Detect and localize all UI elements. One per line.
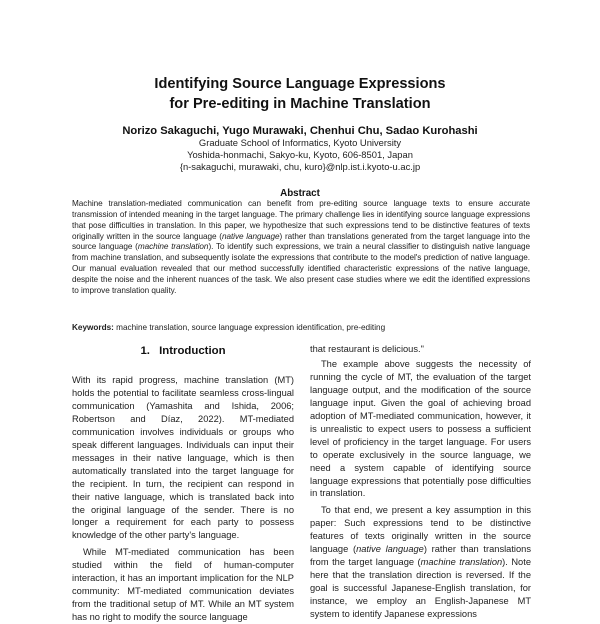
affiliation-institution: Graduate School of Informatics, Kyoto University <box>198 137 402 148</box>
title-line-2: for Pre-editing in Machine Translation <box>169 96 431 112</box>
paragraph-emphasis: machine translation <box>420 557 503 568</box>
section-heading-introduction: 1. Introduction <box>140 345 226 357</box>
abstract-heading: Abstract <box>280 188 320 199</box>
affiliation <box>0 137 600 174</box>
affiliation-emails: {n-sakaguchi, murawaki, chu, kuro}@nlp.ist.i.kyoto-u.ac.jp <box>179 161 421 173</box>
intro-paragraph-1: With its rapid progress, machine translation (MT) holds the potential to facilitate seamless cross-lingual communication (Yamashita and Ishida, 2006; Robertson and Díaz, 2022). MT-mediated communication involves individuals or groups who speak different languages. Individuals can input their messages in their native language, which is then automatically translated into the target language for the recipient. In turn, the recipient can respond in their native language, which is translated back into the original language of the sender. There is no longer a requirement for each party to possess knowledge of the other party's language. <box>72 375 294 541</box>
abstract-text <box>72 199 530 297</box>
keywords-label: Keywords: <box>72 323 114 332</box>
right-paragraph-1: The example above suggests the necessity of running the cycle of MT, the evaluation of the target language output, and the modification of the source language input. Given the goal of achieving broad adoption of MT-mediated communication, however, it is unrealistic to expect users to possess a sufficient level of proficiency in the target language. For users to operate exclusively in the source language, we need a system capable of identifying source language expressions that potentially pose difficulties in translation. <box>310 358 531 499</box>
title-line-1: Identifying Source Language Expressions <box>154 76 446 92</box>
right-column <box>310 343 531 621</box>
intro-paragraph-2: While MT-mediated communication has been studied within the field of human-computer interaction, it has an important implication for the NLP community: MT-mediated communication deviates from the traditional setup of MT. While an MT system has no right to modify the source language <box>72 547 294 623</box>
abstract-text-part: Machine translation-mediated communication can benefit from pre-editing source language texts to ensure accurate transmission of intended meaning in the target language. The primary challenge lies in identifying source language expressions that pose difficulties in translation. In this paper, we hypothesize that such expressions tend to be distinctive features of texts originally written in the source language ( <box>72 199 530 241</box>
keywords <box>72 322 530 333</box>
keywords-text: machine translation, source language expression identification, pre-editing <box>113 323 386 332</box>
right-paragraph-0: that restaurant is delicious." <box>310 344 424 354</box>
paragraph-text-part: ). Note here that the translation direction is reversed. If the goal is successful Japanese-English translation, for instance, we employ an English-Japanese MT system to identify Japanese expressions <box>310 557 531 620</box>
paragraph-text-part: To that end, we present a key assumption in this paper: Such expressions tend to be distinctive features of texts originally written in the source language ( <box>310 505 531 555</box>
abstract-text-part: ) rather than translations generated from the target language into the source language ( <box>72 231 530 252</box>
right-paragraph-2 <box>310 504 531 621</box>
paragraph-emphasis: native language <box>356 544 424 555</box>
abstract-emphasis: native language <box>221 231 280 241</box>
author-list: Norizo Sakaguchi, Yugo Murawaki, Chenhui Chu, Sadao Kurohashi <box>122 125 478 137</box>
left-column <box>72 374 294 624</box>
paragraph-text-part: ) rather than translations from the target language ( <box>310 544 531 568</box>
paper-title <box>0 74 600 114</box>
abstract-emphasis: machine translation <box>137 242 209 252</box>
affiliation-address: Yoshida-honmachi, Sakyo-ku, Kyoto, 606-8501, Japan <box>187 149 413 161</box>
abstract-text-part: ). To identify such expressions, we train a neural classifier to distinguish native language from machine translation, and subsequently isolate the expressions that contribute to the model's prediction of native language. Our manual evaluation revealed that our method successfully identified characteristic expressions of the native language, despite the noise and the inherent nuances of the task. We also present case studies where we edit the identified expressions to improve translation quality. <box>72 242 530 295</box>
